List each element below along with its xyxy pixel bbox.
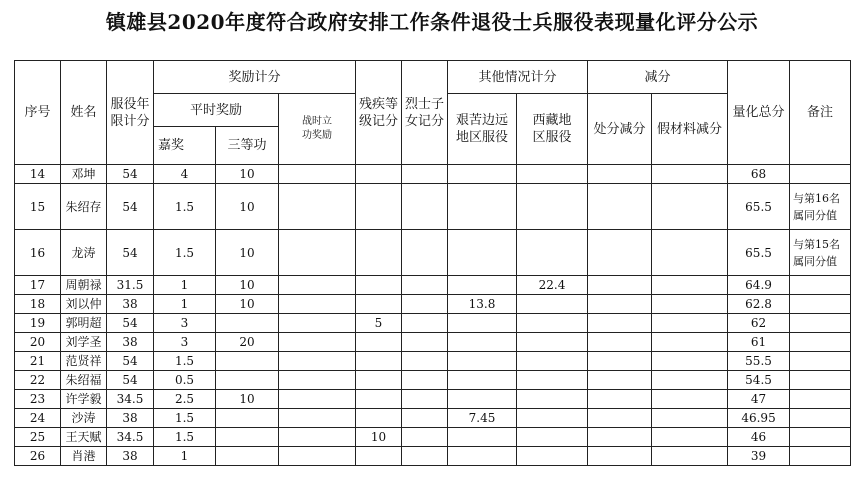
cell-sandeng: 10 [216,165,279,184]
header-service-line2: 限计分 [110,113,150,129]
cell-sandeng: 20 [216,333,279,352]
cell-remark [790,165,851,184]
cell-remote [448,333,517,352]
cell-service: 38 [107,333,154,352]
cell-remote [448,230,517,276]
cell-disability [356,230,402,276]
header-disability-line1: 残疾等 [358,96,398,112]
cell-name: 许学毅 [61,390,107,409]
cell-tibet: 22.4 [517,276,588,295]
header-deduct-group: 减分 [588,61,728,94]
cell-jiajiang: 1.5 [154,184,216,230]
cell-seq: 19 [15,314,61,333]
cell-wartime [279,352,356,371]
cell-remote: 7.45 [448,409,517,428]
header-peacetime: 平时奖励 [154,94,279,127]
cell-remark [790,276,851,295]
header-jiajiang: 嘉奖 [154,127,216,165]
cell-seq: 17 [15,276,61,295]
cell-jiajiang: 1 [154,295,216,314]
cell-remote [448,428,517,447]
header-remark: 备注 [790,61,851,165]
cell-remark [790,230,851,276]
cell-martyr [402,165,448,184]
cell-remark [790,295,851,314]
cell-wartime [279,314,356,333]
cell-tibet [517,371,588,390]
cell-fake [652,165,728,184]
cell-total: 46 [728,428,790,447]
cell-seq: 22 [15,371,61,390]
cell-jiajiang: 3 [154,314,216,333]
cell-remark [790,314,851,333]
cell-disability [356,371,402,390]
cell-seq: 24 [15,409,61,428]
cell-disability [356,165,402,184]
cell-seq: 25 [15,428,61,447]
cell-total: 62.8 [728,295,790,314]
cell-jiajiang: 1.5 [154,352,216,371]
cell-martyr [402,333,448,352]
cell-total: 47 [728,390,790,409]
cell-tibet [517,409,588,428]
cell-name: 肖港 [61,447,107,466]
cell-martyr [402,352,448,371]
cell-punish [588,333,652,352]
table-row [15,276,851,295]
header-tibet [517,94,588,165]
cell-wartime [279,371,356,390]
cell-sandeng [216,314,279,333]
table-row [15,447,851,466]
cell-fake [652,409,728,428]
cell-service: 31.5 [107,276,154,295]
cell-tibet [517,352,588,371]
table-row [15,352,851,371]
header-sandenggong: 三等功 [216,127,279,165]
cell-sandeng: 10 [216,295,279,314]
cell-remark [790,352,851,371]
cell-jiajiang: 4 [154,165,216,184]
cell-sandeng [216,447,279,466]
cell-remark [790,447,851,466]
table-row [15,165,851,184]
cell-fake [652,184,728,230]
header-fake: 假材料减分 [652,94,728,165]
cell-remark [790,390,851,409]
table-row [15,295,851,314]
cell-name: 邓坤 [61,165,107,184]
cell-punish [588,409,652,428]
cell-punish [588,295,652,314]
cell-wartime [279,428,356,447]
cell-remote [448,352,517,371]
header-service [107,61,154,165]
cell-martyr [402,428,448,447]
cell-punish [588,390,652,409]
header-punish: 处分减分 [588,94,652,165]
cell-fake [652,333,728,352]
remark-line1: 与第16名 [793,191,841,205]
table-row [15,314,851,333]
cell-fake [652,352,728,371]
cell-total: 65.5 [728,184,790,230]
cell-remote [448,371,517,390]
cell-remote [448,447,517,466]
header-disability-line2: 级记分 [358,113,398,129]
remark-line2: 属同分值 [793,254,838,268]
cell-service: 54 [107,314,154,333]
cell-wartime [279,295,356,314]
header-wartime [279,94,356,165]
cell-remote [448,165,517,184]
cell-seq: 21 [15,352,61,371]
cell-total: 64.9 [728,276,790,295]
cell-service: 54 [107,184,154,230]
cell-jiajiang: 3 [154,333,216,352]
cell-remote [448,184,517,230]
cell-jiajiang: 1.5 [154,230,216,276]
cell-wartime [279,333,356,352]
cell-tibet [517,314,588,333]
cell-martyr [402,230,448,276]
cell-fake [652,230,728,276]
cell-punish [588,314,652,333]
cell-remark [790,333,851,352]
remark-line2: 属同分值 [793,208,838,222]
cell-total: 39 [728,447,790,466]
cell-martyr [402,314,448,333]
cell-name: 郭明超 [61,314,107,333]
cell-service: 54 [107,165,154,184]
cell-tibet [517,428,588,447]
cell-service: 34.5 [107,428,154,447]
header-total: 量化总分 [728,61,790,165]
cell-martyr [402,295,448,314]
cell-punish [588,165,652,184]
cell-remote [448,276,517,295]
cell-disability [356,184,402,230]
cell-remark [790,371,851,390]
cell-martyr [402,390,448,409]
cell-punish [588,447,652,466]
cell-fake [652,295,728,314]
cell-seq: 16 [15,230,61,276]
cell-martyr [402,371,448,390]
table-row [15,409,851,428]
cell-tibet [517,184,588,230]
header-remote [448,94,517,165]
cell-remark [790,409,851,428]
cell-jiajiang: 2.5 [154,390,216,409]
cell-name: 周朝禄 [61,276,107,295]
table-header [15,61,851,165]
cell-punish [588,352,652,371]
cell-martyr [402,276,448,295]
cell-remote [448,390,517,409]
cell-jiajiang: 1.5 [154,428,216,447]
cell-tibet [517,295,588,314]
cell-total: 46.95 [728,409,790,428]
cell-total: 55.5 [728,352,790,371]
header-service-line1: 服役年 [110,96,150,112]
cell-sandeng [216,409,279,428]
cell-punish [588,230,652,276]
cell-remark [790,428,851,447]
cell-name: 朱绍福 [61,371,107,390]
cell-wartime [279,230,356,276]
cell-remote: 13.8 [448,295,517,314]
cell-martyr [402,184,448,230]
cell-fake [652,390,728,409]
cell-name: 刘学圣 [61,333,107,352]
cell-jiajiang: 1 [154,447,216,466]
cell-wartime [279,447,356,466]
cell-name: 刘以仲 [61,295,107,314]
cell-tibet [517,165,588,184]
score-table [14,60,851,466]
cell-jiajiang: 1.5 [154,409,216,428]
cell-service: 38 [107,295,154,314]
cell-sandeng [216,352,279,371]
header-other-group: 其他情况计分 [448,61,588,94]
cell-disability: 5 [356,314,402,333]
cell-punish [588,184,652,230]
cell-wartime [279,409,356,428]
cell-seq: 23 [15,390,61,409]
cell-sandeng: 10 [216,390,279,409]
header-tibet-line2: 区服役 [532,130,572,145]
cell-service: 38 [107,409,154,428]
cell-total: 62 [728,314,790,333]
cell-martyr [402,409,448,428]
cell-martyr [402,447,448,466]
cell-punish [588,371,652,390]
cell-sandeng: 10 [216,276,279,295]
cell-disability [356,390,402,409]
header-wartime-line1: 战时立 [302,116,332,127]
cell-punish [588,428,652,447]
cell-seq: 15 [15,184,61,230]
cell-fake [652,447,728,466]
cell-name: 朱绍存 [61,184,107,230]
table-row [15,428,851,447]
cell-wartime [279,165,356,184]
cell-seq: 14 [15,165,61,184]
cell-seq: 26 [15,447,61,466]
cell-seq: 18 [15,295,61,314]
table-row [15,390,851,409]
cell-wartime [279,276,356,295]
table-row [15,230,851,276]
cell-disability [356,295,402,314]
cell-jiajiang: 0.5 [154,371,216,390]
cell-disability: 10 [356,428,402,447]
header-remote-line1: 艰苦边远 [455,113,508,128]
cell-service: 54 [107,230,154,276]
table-body [15,165,851,466]
cell-disability [356,352,402,371]
cell-service: 34.5 [107,390,154,409]
cell-fake [652,314,728,333]
cell-disability [356,333,402,352]
cell-remote [448,314,517,333]
header-martyr-line2: 女记分 [404,113,444,129]
cell-tibet [517,390,588,409]
cell-sandeng [216,428,279,447]
header-martyr-line1: 烈士子 [404,96,444,112]
document-title: 镇雄县2020年度符合政府安排工作条件退役士兵服役表现量化评分公示 [105,10,759,34]
cell-tibet [517,447,588,466]
cell-tibet [517,230,588,276]
table-row [15,333,851,352]
cell-fake [652,428,728,447]
header-martyr [402,61,448,165]
header-reward-group: 奖励计分 [154,61,356,94]
header-tibet-line1: 西藏地 [532,113,572,128]
cell-total: 54.5 [728,371,790,390]
cell-punish [588,276,652,295]
header-name: 姓名 [61,61,107,165]
cell-name: 范贤祥 [61,352,107,371]
cell-tibet [517,333,588,352]
cell-name: 沙涛 [61,409,107,428]
cell-sandeng: 10 [216,184,279,230]
cell-total: 61 [728,333,790,352]
header-disability [356,61,402,165]
cell-total: 65.5 [728,230,790,276]
cell-service: 54 [107,371,154,390]
header-remote-line2: 地区服役 [455,130,508,145]
cell-wartime [279,390,356,409]
cell-disability [356,276,402,295]
cell-seq: 20 [15,333,61,352]
cell-jiajiang: 1 [154,276,216,295]
header-wartime-line2: 功奖励 [302,130,332,141]
table-row [15,371,851,390]
cell-fake [652,371,728,390]
cell-disability [356,409,402,428]
cell-sandeng: 10 [216,230,279,276]
remark-line1: 与第15名 [793,237,841,251]
cell-total: 68 [728,165,790,184]
cell-service: 38 [107,447,154,466]
cell-name: 王天赋 [61,428,107,447]
header-seq: 序号 [15,61,61,165]
cell-name: 龙涛 [61,230,107,276]
cell-fake [652,276,728,295]
cell-disability [356,447,402,466]
cell-wartime [279,184,356,230]
cell-remark [790,184,851,230]
cell-sandeng [216,371,279,390]
table-row [15,184,851,230]
cell-service: 54 [107,352,154,371]
